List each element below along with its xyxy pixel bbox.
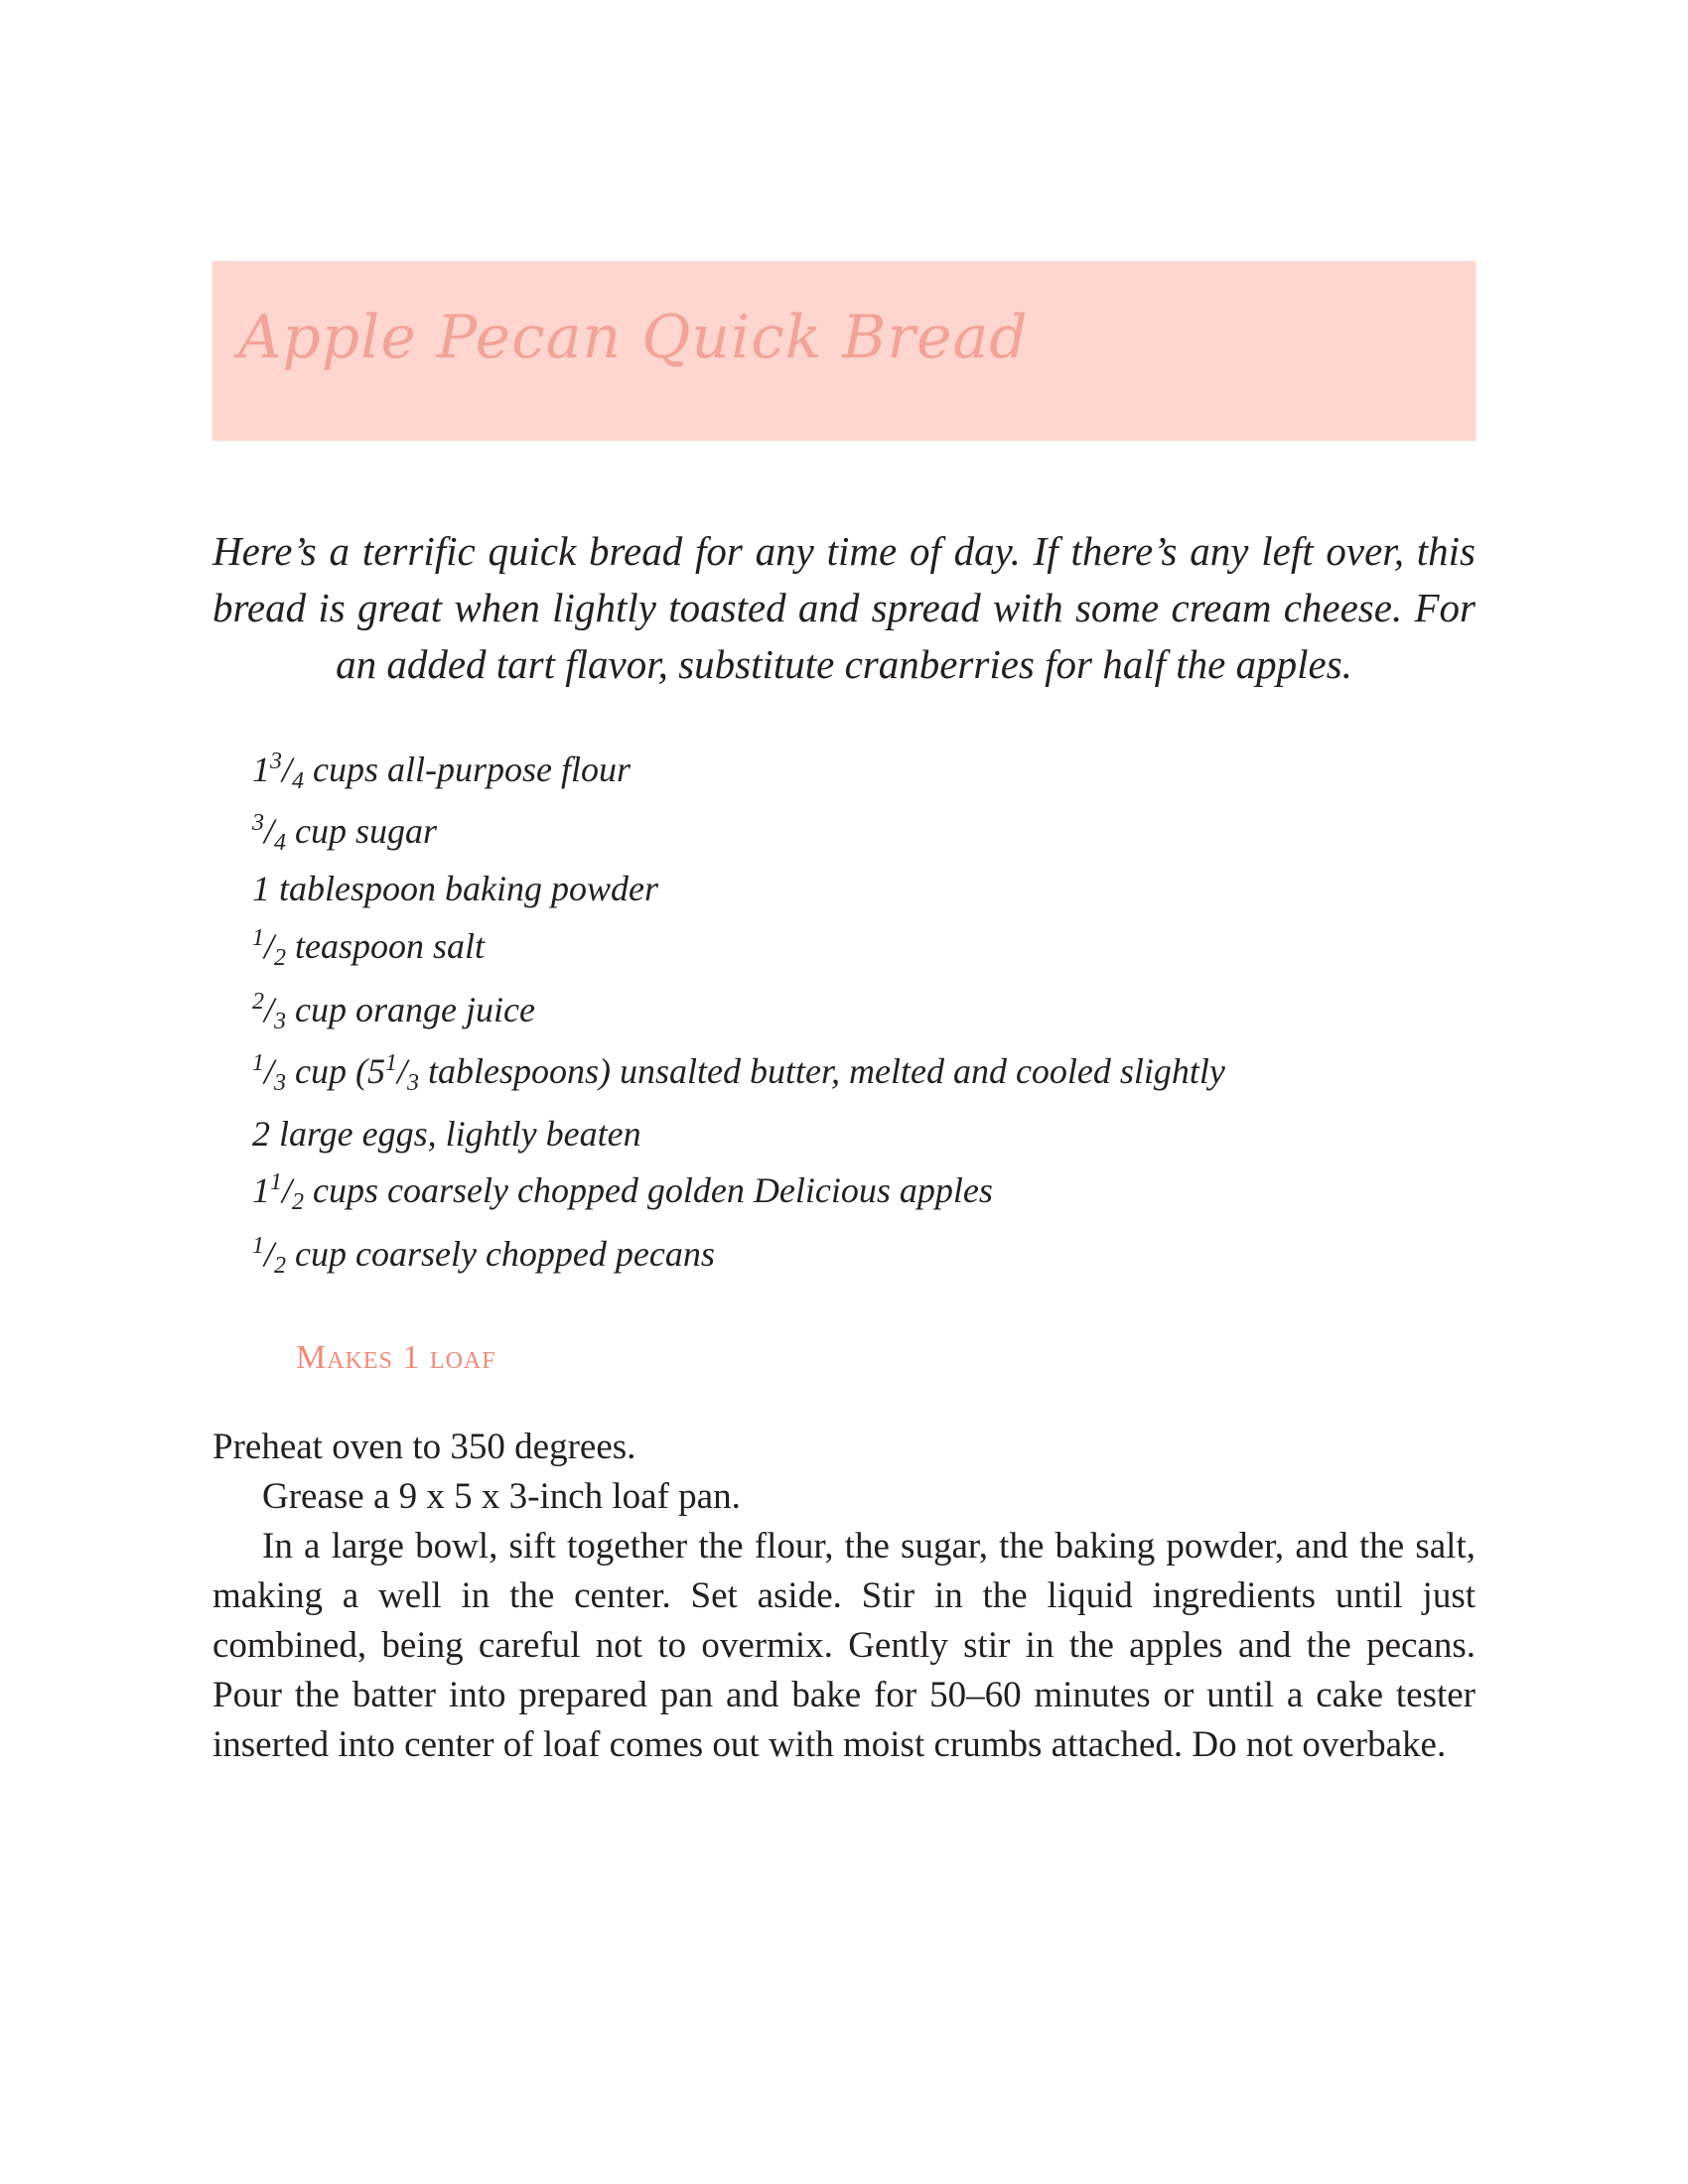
intro-line: Here’s a terrific quick bread for any time of day. If there’s any left over, this bbox=[212, 528, 1476, 574]
ingredient-item bbox=[252, 925, 486, 971]
ingredient-item bbox=[252, 989, 535, 1034]
ingredient-item bbox=[252, 749, 632, 794]
ingredient-text: cup (5 bbox=[286, 1051, 385, 1091]
ingredient-text: teaspoon salt bbox=[286, 926, 486, 966]
method-step: Preheat oven to 350 degrees. bbox=[212, 1427, 636, 1467]
recipe-title: Apple Pecan Quick Bread bbox=[238, 303, 1029, 372]
method-step: In a large bowl, sift together the flour, the sugar, the baking powder, and the salt, making a well in the center. Set aside. Stir in the liquid ingredients until just combined, being careful not to overmix. Gently stir in the apples and the pecans. Pour the batter into prepared pan and bake for 50–60 minutes or until a cake tester inserted into center of loaf comes out with moist crumbs attached. Do not overbake. bbox=[212, 1526, 1476, 1765]
ingredient-text: cups coarsely chopped golden Delicious apples bbox=[304, 1170, 993, 1210]
ingredient-text: tablespoons) unsalted butter, melted and cooled slightly bbox=[419, 1051, 1225, 1091]
ingredient-text: cup orange juice bbox=[286, 990, 535, 1029]
ingredient-item bbox=[252, 1050, 1225, 1096]
ingredient-item bbox=[252, 1233, 715, 1279]
ingredient-fraction: $^1/_2$ bbox=[252, 925, 287, 971]
ingredient-text: 2 large eggs, lightly beaten bbox=[252, 1114, 641, 1154]
ingredient-text: cup coarsely chopped pecans bbox=[286, 1234, 715, 1274]
ingredient-text: cups all-purpose flour bbox=[304, 750, 632, 789]
ingredient-item bbox=[252, 1113, 641, 1155]
ingredient-whole: 1 bbox=[252, 1170, 270, 1210]
intro-line: bread is great when lightly toasted and spread with some cream cheese. For bbox=[212, 585, 1476, 630]
ingredient-fraction: $^3/_4$ bbox=[252, 810, 287, 856]
ingredient-fraction: $^1/_3$ bbox=[252, 1050, 287, 1096]
recipe-intro bbox=[212, 523, 1476, 693]
ingredient-item bbox=[252, 1169, 993, 1215]
ingredient-fraction: $^2/_3$ bbox=[252, 989, 287, 1034]
title-band bbox=[212, 261, 1476, 440]
recipe-method bbox=[212, 1423, 1476, 1770]
ingredient-item bbox=[252, 868, 658, 909]
intro-line: an added tart flavor, substitute cranberries for half the apples. bbox=[336, 641, 1352, 687]
method-step: Grease a 9 x 5 x 3-inch loaf pan. bbox=[262, 1476, 741, 1517]
ingredient-fraction: $^1/_3$ bbox=[384, 1050, 419, 1096]
ingredient-whole: 1 bbox=[252, 750, 270, 789]
ingredient-fraction: $^1/_2$ bbox=[252, 1233, 287, 1279]
ingredient-text: 1 tablespoon baking powder bbox=[252, 869, 658, 908]
ingredient-fraction: $^1/_2$ bbox=[270, 1169, 305, 1215]
ingredient-fraction: $^3/_4$ bbox=[270, 749, 305, 794]
ingredient-item bbox=[252, 810, 438, 856]
recipe-yield: Makes 1 loaf bbox=[296, 1339, 496, 1376]
ingredient-text: cup sugar bbox=[286, 811, 438, 851]
